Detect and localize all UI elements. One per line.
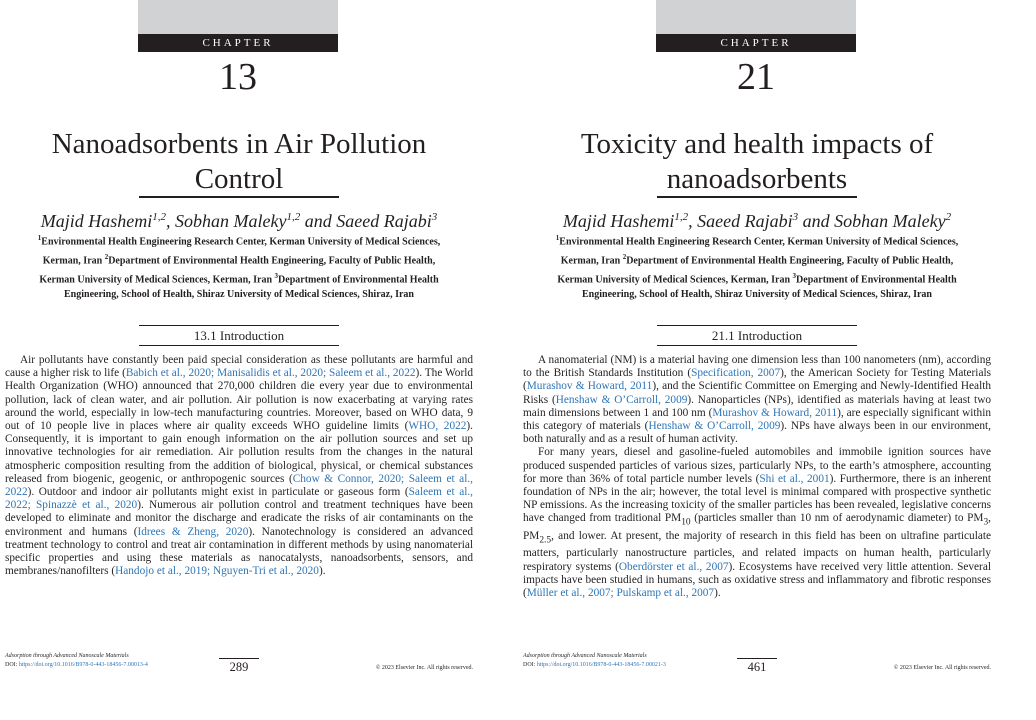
text-run: ). (318, 565, 326, 578)
book-page-right (523, 0, 991, 720)
author-affiliation-marker: 1,2 (152, 211, 167, 223)
affiliation-text: Department of Environmental Health Engineering, Faculty of Public Health, Kerman University of Medical Sciences, Kerman, Iran (39, 255, 436, 285)
chapter-label: CHAPTER (656, 34, 856, 52)
affiliation-marker: 3 (274, 271, 279, 280)
footer-source (523, 652, 723, 670)
book-title: Adsorption through Advanced Nanoscale Materials (5, 653, 129, 659)
affiliation-marker: 2 (622, 252, 627, 261)
copyright-notice: © 2023 Elsevier Inc. All rights reserved. (375, 665, 473, 671)
affiliations (545, 231, 969, 303)
chapter-label: CHAPTER (138, 34, 338, 52)
title-underline (657, 196, 857, 198)
text-run: ). The World Health Organization (WHO) announced that 270,000 children die every year due to environmental pollution, lack of clean water, and air pollution. Air pollution is now exacerbating at varying rates around the world, especially in low-tech manufacturing countries. Moreover, based on WHO data, 9 out of 10 people live in places where air quality exceeds WHO guideline limits ( (5, 367, 473, 433)
citation-link[interactable]: Babich et al., 2020; Manisalidis et al., 2020; Saleem et al., 2022 (125, 367, 416, 380)
citation-link[interactable]: Handojo et al., 2019; Nguyen-Tri et al., 2020 (115, 565, 319, 578)
author-name: Majid Hashemi (40, 211, 153, 231)
doi-label: DOI: (523, 662, 537, 668)
paragraph (523, 354, 991, 446)
affiliation-text: Department of Environmental Health Engineering, School of Health, Shiraz University of Medical Sciences, Shiraz, Iran (64, 273, 439, 301)
doi-link[interactable]: https://doi.org/10.1016/B978-0-443-18456-7.00013-4 (18, 662, 148, 668)
text-run: ). Outdoor and indoor air pollutants might exist in particulate or gaseous form ( (27, 486, 409, 499)
affiliation-text: Department of Environmental Health Engineering, School of Health, Shiraz University of Medical Sciences, Shiraz, Iran (582, 273, 957, 301)
book-page-left (5, 0, 473, 720)
text-run: ). Furthermore, there is an inherent foundation of NPs in the air; however, the total level is minimal compared with prospective synthetic NP emissions. As the increasing toxicity of the smaller particles has been revealed, legislative concerns have changed from traditional PM (523, 472, 992, 525)
text-run: ), are especially significant within this category of materials ( (523, 406, 991, 433)
author-name: Sobhan Maleky (175, 211, 287, 231)
subscript: 2.5 (539, 535, 552, 546)
author-separator: and (300, 211, 337, 231)
text-run: ). Consequently, it is important to gain enough information on the air pollution sources and set up innovative technologies for air remediation. Air pollution results from the changes in the natural atmospheric composition resulting from the addition of biological, physical, or chemical substances released from biogenic, geogenic, or anthropogenic sources ( (5, 420, 473, 485)
copyright-notice: © 2023 Elsevier Inc. All rights reserved. (893, 665, 991, 671)
book-title: Adsorption through Advanced Nanoscale Materials (523, 653, 647, 659)
affiliation-text: Environmental Health Engineering Research Center, Kerman University of Medical Sciences, Kerman, Iran (559, 236, 959, 267)
author-name: Saeed Rajabi (697, 211, 793, 231)
page-number: 289 (219, 658, 259, 675)
text-run: (particles smaller than 10 nm of aerodynamic diameter) to PM (690, 512, 984, 525)
text-run: , PM (523, 512, 991, 542)
text-run: ), and the Scientific Committee on Emerging and Newly-Identified Health Risks ( (523, 380, 991, 406)
text-run: ). (714, 586, 721, 599)
author-separator: , (688, 211, 698, 231)
citation-link[interactable]: Henshaw & O’Carroll, 2009 (555, 393, 688, 406)
text-run: ), the American Society for Testing Materials ( (523, 367, 991, 393)
citation-link[interactable]: Saleem et al., 2022; Spinazzè et al., 2020 (5, 486, 473, 512)
author-affiliation-marker: 1,2 (286, 211, 301, 223)
author-list (523, 205, 991, 233)
body-text (5, 354, 473, 578)
body-text (523, 354, 991, 600)
citation-link[interactable]: Müller et al., 2007; Pulskamp et al., 2007 (526, 586, 715, 599)
citation-link[interactable]: Oberdörster et al., 2007 (618, 560, 729, 573)
affiliation-marker: 3 (792, 271, 797, 280)
author-name: Majid Hashemi (562, 211, 675, 231)
subscript: 3 (983, 517, 989, 528)
text-run: ). NPs have always been in our environment, both naturally and as a result of human activity. (523, 420, 991, 446)
affiliation-marker: 1 (37, 234, 42, 242)
citation-link[interactable]: Murashov & Howard, 2011 (526, 380, 653, 393)
paragraph (5, 354, 473, 578)
doi-label: DOI: (5, 662, 19, 668)
author-affiliation-marker: 3 (792, 211, 799, 223)
section-heading: 21.1 Introduction (657, 325, 857, 346)
chapter-title: Toxicity and health impacts of nanoadsorbents (580, 128, 934, 195)
author-name: Sobhan Maleky (834, 211, 946, 231)
affiliations (27, 231, 451, 303)
paragraph (523, 446, 991, 600)
citation-link[interactable]: Shi et al., 2001 (759, 472, 830, 485)
section-heading: 13.1 Introduction (139, 325, 339, 346)
citation-link[interactable]: Idrees & Zheng, 2020 (137, 525, 249, 538)
text-run: ). Nanotechnology is considered an advanced treatment technology to control and treat air contamination in different methods by using nanomaterial specific properties and using these materials as nanocatalysts, nanoadsorbents, sensors, and membranes/nanofilters ( (5, 525, 473, 578)
text-run: For many years, diesel and gasoline-fueled automobiles and immobile ignition sources have produced suspended particles of various sizes, particularly NPs, to the earth’s atmosphere, accounting for more than 36% of total particle number levels ( (523, 446, 991, 485)
text-run: , and lower. At present, the majority of research in this field has been on ultrafine particulate matters, particularly nanostructure particles, and related impacts on human health, particularly respiratory systems ( (523, 529, 991, 573)
author-separator: and (798, 211, 835, 231)
text-run: ). Ecosystems have received very little attention. Several impacts have been studied in humans, such as oxidative stress and inflammatory and fibrotic responses ( (523, 560, 991, 599)
citation-link[interactable]: Specification, 2007 (691, 367, 781, 380)
author-list (5, 205, 473, 233)
citation-link[interactable]: Chow & Connor, 2020; Saleem et al., 2022 (5, 472, 473, 499)
author-affiliation-marker: 3 (431, 211, 438, 223)
text-run: A nanomaterial (NM) is a material having one dimension less than 100 nanometers (nm), according to the British Standards Institution ( (523, 354, 991, 380)
page-number: 461 (737, 658, 777, 675)
footer-source (5, 652, 205, 670)
chapter-header-band (138, 0, 338, 34)
affiliation-marker: 2 (104, 252, 109, 261)
author-name: Saeed Rajabi (336, 211, 432, 231)
citation-link[interactable]: Murashov & Howard, 2011 (712, 406, 838, 419)
affiliation-text: Environmental Health Engineering Research Center, Kerman University of Medical Sciences, Kerman, Iran (41, 236, 441, 267)
citation-link[interactable]: WHO, 2022 (408, 420, 467, 433)
author-separator: , (166, 211, 176, 231)
affiliation-text: Department of Environmental Health Engineering, Faculty of Public Health, Kerman University of Medical Sciences, Kerman, Iran (557, 255, 954, 285)
text-run: Air pollutants have constantly been paid special consideration as these pollutants are harmful and cause a higher risk to life ( (5, 354, 473, 380)
title-underline (139, 196, 339, 198)
doi-link[interactable]: https://doi.org/10.1016/B978-0-443-18456-7.00021-3 (536, 662, 666, 668)
chapter-number: 13 (219, 56, 257, 98)
chapter-header-band (656, 0, 856, 34)
author-affiliation-marker: 1,2 (674, 211, 689, 223)
text-run: ). Numerous air pollution control and treatment techniques have been developed to eliminate and monitor the discharge and eradicate the risks of air contaminants on the environment and humans ( (5, 499, 473, 538)
chapter-title: Nanoadsorbents in Air Pollution Control (51, 128, 427, 195)
text-run: ). Nanoparticles (NPs), identified as materials having at least two main dimensions between 1 and 100 nm ( (523, 393, 992, 419)
affiliation-marker: 1 (555, 234, 560, 242)
chapter-number: 21 (737, 56, 775, 98)
subscript: 10 (681, 517, 691, 528)
author-affiliation-marker: 2 (945, 211, 952, 223)
citation-link[interactable]: Henshaw & O’Carroll, 2009 (648, 420, 781, 433)
